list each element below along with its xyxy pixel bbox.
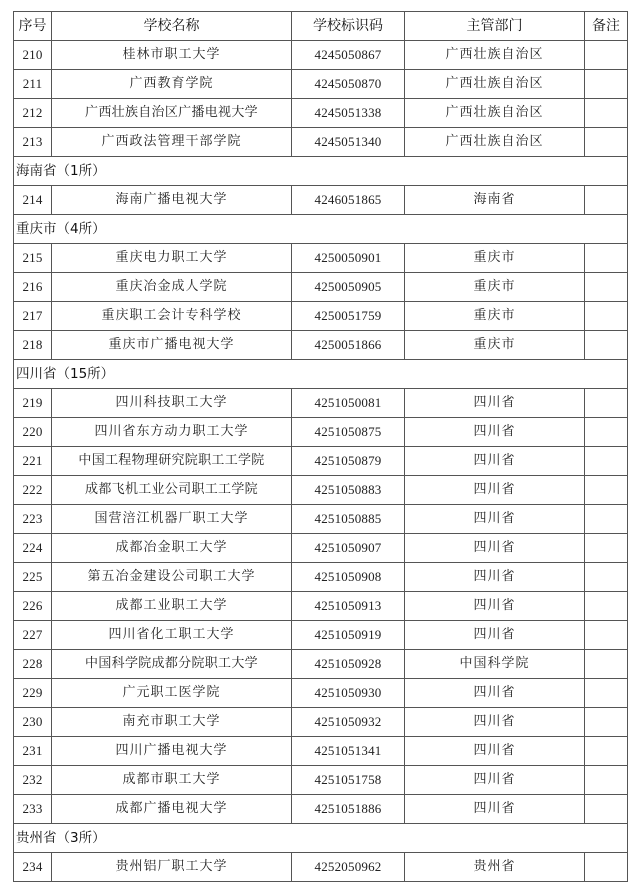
cell-serial-number: 224 [14, 534, 52, 563]
cell-supervising-dept: 四川省 [405, 534, 585, 563]
cell-school-code: 4251051758 [292, 766, 405, 795]
group-header-row [14, 360, 628, 389]
cell-school-code: 4251051886 [292, 795, 405, 824]
cell-serial-number: 215 [14, 244, 52, 273]
cell-school-name: 成都飞机工业公司职工工学院 [52, 476, 292, 505]
cell-remarks [585, 679, 628, 708]
cell-serial-number: 212 [14, 99, 52, 128]
cell-school-name: 南充市职工大学 [52, 708, 292, 737]
cell-school-code: 4250050901 [292, 244, 405, 273]
table-row [14, 99, 628, 128]
cell-serial-number: 213 [14, 128, 52, 157]
school-list-table [13, 11, 628, 882]
cell-supervising-dept: 四川省 [405, 795, 585, 824]
table-row [14, 766, 628, 795]
cell-school-name: 成都市职工大学 [52, 766, 292, 795]
cell-school-code: 4245051340 [292, 128, 405, 157]
cell-remarks [585, 737, 628, 766]
cell-serial-number: 219 [14, 389, 52, 418]
table-row [14, 447, 628, 476]
cell-school-code: 4251050907 [292, 534, 405, 563]
cell-school-code: 4250051866 [292, 331, 405, 360]
cell-serial-number: 217 [14, 302, 52, 331]
cell-supervising-dept: 四川省 [405, 621, 585, 650]
header-school-name: 学校名称 [52, 12, 292, 41]
cell-serial-number: 222 [14, 476, 52, 505]
table-row [14, 273, 628, 302]
cell-serial-number: 220 [14, 418, 52, 447]
cell-school-name: 广元职工医学院 [52, 679, 292, 708]
cell-remarks [585, 186, 628, 215]
group-header-row [14, 215, 628, 244]
table-row [14, 621, 628, 650]
cell-supervising-dept: 重庆市 [405, 244, 585, 273]
cell-school-name: 中国工程物理研究院职工工学院 [52, 447, 292, 476]
cell-school-name: 海南广播电视大学 [52, 186, 292, 215]
cell-school-code: 4251050879 [292, 447, 405, 476]
table-row [14, 853, 628, 882]
header-row [14, 12, 628, 41]
cell-serial-number: 223 [14, 505, 52, 534]
cell-supervising-dept: 四川省 [405, 708, 585, 737]
cell-school-name: 桂林市职工大学 [52, 41, 292, 70]
cell-school-name: 重庆市广播电视大学 [52, 331, 292, 360]
table-row [14, 795, 628, 824]
cell-serial-number: 232 [14, 766, 52, 795]
cell-supervising-dept: 重庆市 [405, 273, 585, 302]
cell-supervising-dept: 海南省 [405, 186, 585, 215]
cell-supervising-dept: 四川省 [405, 389, 585, 418]
table-row [14, 476, 628, 505]
header-supervising-dept: 主管部门 [405, 12, 585, 41]
group-label-hainan: 海南省（1所） [14, 157, 628, 186]
table-row [14, 418, 628, 447]
cell-serial-number: 225 [14, 563, 52, 592]
cell-school-name: 四川科技职工大学 [52, 389, 292, 418]
cell-school-name: 成都冶金职工大学 [52, 534, 292, 563]
cell-remarks [585, 447, 628, 476]
cell-supervising-dept: 四川省 [405, 418, 585, 447]
cell-remarks [585, 563, 628, 592]
table-row [14, 41, 628, 70]
cell-school-name: 重庆职工会计专科学校 [52, 302, 292, 331]
table-row [14, 592, 628, 621]
table-row [14, 505, 628, 534]
cell-school-code: 4251050883 [292, 476, 405, 505]
cell-school-code: 4251050930 [292, 679, 405, 708]
cell-serial-number: 228 [14, 650, 52, 679]
cell-school-code: 4250051759 [292, 302, 405, 331]
table-row [14, 534, 628, 563]
cell-remarks [585, 331, 628, 360]
group-label-guizhou: 贵州省（3所） [14, 824, 628, 853]
cell-supervising-dept: 四川省 [405, 447, 585, 476]
cell-serial-number: 229 [14, 679, 52, 708]
cell-serial-number: 226 [14, 592, 52, 621]
header-remarks: 备注 [585, 12, 628, 41]
table-row [14, 708, 628, 737]
cell-school-name: 贵州铝厂职工大学 [52, 853, 292, 882]
cell-serial-number: 221 [14, 447, 52, 476]
cell-supervising-dept: 广西壮族自治区 [405, 41, 585, 70]
cell-serial-number: 216 [14, 273, 52, 302]
cell-supervising-dept: 四川省 [405, 505, 585, 534]
group-label-chongqing: 重庆市（4所） [14, 215, 628, 244]
cell-serial-number: 218 [14, 331, 52, 360]
cell-remarks [585, 621, 628, 650]
cell-school-code: 4251050875 [292, 418, 405, 447]
cell-school-code: 4245051338 [292, 99, 405, 128]
cell-school-name: 成都工业职工大学 [52, 592, 292, 621]
group-header-row [14, 824, 628, 853]
cell-school-code: 4251050932 [292, 708, 405, 737]
cell-supervising-dept: 四川省 [405, 766, 585, 795]
table-row [14, 128, 628, 157]
cell-remarks [585, 476, 628, 505]
cell-school-code: 4252050962 [292, 853, 405, 882]
table-row [14, 331, 628, 360]
table-row [14, 737, 628, 766]
table-row [14, 563, 628, 592]
table-row [14, 679, 628, 708]
cell-serial-number: 234 [14, 853, 52, 882]
cell-school-name: 四川省东方动力职工大学 [52, 418, 292, 447]
cell-remarks [585, 418, 628, 447]
cell-school-code: 4250050905 [292, 273, 405, 302]
cell-remarks [585, 505, 628, 534]
cell-supervising-dept: 重庆市 [405, 331, 585, 360]
cell-remarks [585, 650, 628, 679]
table-row [14, 244, 628, 273]
cell-school-code: 4246051865 [292, 186, 405, 215]
cell-school-code: 4251050919 [292, 621, 405, 650]
cell-serial-number: 214 [14, 186, 52, 215]
cell-remarks [585, 766, 628, 795]
cell-remarks [585, 128, 628, 157]
cell-school-code: 4251050885 [292, 505, 405, 534]
cell-supervising-dept: 四川省 [405, 592, 585, 621]
cell-school-name: 国营涪江机器厂职工大学 [52, 505, 292, 534]
cell-school-code: 4251050928 [292, 650, 405, 679]
cell-school-name: 成都广播电视大学 [52, 795, 292, 824]
header-serial-number: 序号 [14, 12, 52, 41]
cell-serial-number: 227 [14, 621, 52, 650]
cell-serial-number: 230 [14, 708, 52, 737]
cell-school-name: 四川省化工职工大学 [52, 621, 292, 650]
cell-school-name: 广西壮族自治区广播电视大学 [52, 99, 292, 128]
table-row [14, 650, 628, 679]
cell-remarks [585, 244, 628, 273]
cell-school-code: 4251051341 [292, 737, 405, 766]
cell-serial-number: 233 [14, 795, 52, 824]
table-row [14, 70, 628, 99]
table-row [14, 302, 628, 331]
cell-school-name: 第五冶金建设公司职工大学 [52, 563, 292, 592]
cell-remarks [585, 41, 628, 70]
cell-supervising-dept: 四川省 [405, 679, 585, 708]
header-school-code: 学校标识码 [292, 12, 405, 41]
table-body [14, 41, 628, 882]
cell-school-code: 4245050870 [292, 70, 405, 99]
cell-supervising-dept: 四川省 [405, 737, 585, 766]
cell-school-name: 广西教育学院 [52, 70, 292, 99]
cell-school-code: 4245050867 [292, 41, 405, 70]
cell-school-name: 四川广播电视大学 [52, 737, 292, 766]
table-row [14, 186, 628, 215]
cell-remarks [585, 99, 628, 128]
group-header-row [14, 157, 628, 186]
cell-supervising-dept: 重庆市 [405, 302, 585, 331]
cell-remarks [585, 389, 628, 418]
cell-supervising-dept: 中国科学院 [405, 650, 585, 679]
cell-school-code: 4251050913 [292, 592, 405, 621]
cell-remarks [585, 853, 628, 882]
cell-remarks [585, 273, 628, 302]
cell-supervising-dept: 四川省 [405, 563, 585, 592]
cell-remarks [585, 70, 628, 99]
cell-remarks [585, 795, 628, 824]
cell-school-name: 中国科学院成都分院职工大学 [52, 650, 292, 679]
cell-school-name: 重庆电力职工大学 [52, 244, 292, 273]
cell-school-name: 广西政法管理干部学院 [52, 128, 292, 157]
cell-remarks [585, 534, 628, 563]
cell-supervising-dept: 四川省 [405, 476, 585, 505]
cell-serial-number: 210 [14, 41, 52, 70]
cell-school-code: 4251050081 [292, 389, 405, 418]
table-row [14, 389, 628, 418]
cell-serial-number: 231 [14, 737, 52, 766]
cell-school-code: 4251050908 [292, 563, 405, 592]
cell-supervising-dept: 广西壮族自治区 [405, 99, 585, 128]
cell-serial-number: 211 [14, 70, 52, 99]
cell-remarks [585, 302, 628, 331]
cell-remarks [585, 708, 628, 737]
cell-remarks [585, 592, 628, 621]
group-label-sichuan: 四川省（15所） [14, 360, 628, 389]
cell-school-name: 重庆冶金成人学院 [52, 273, 292, 302]
cell-supervising-dept: 广西壮族自治区 [405, 70, 585, 99]
cell-supervising-dept: 广西壮族自治区 [405, 128, 585, 157]
cell-supervising-dept: 贵州省 [405, 853, 585, 882]
